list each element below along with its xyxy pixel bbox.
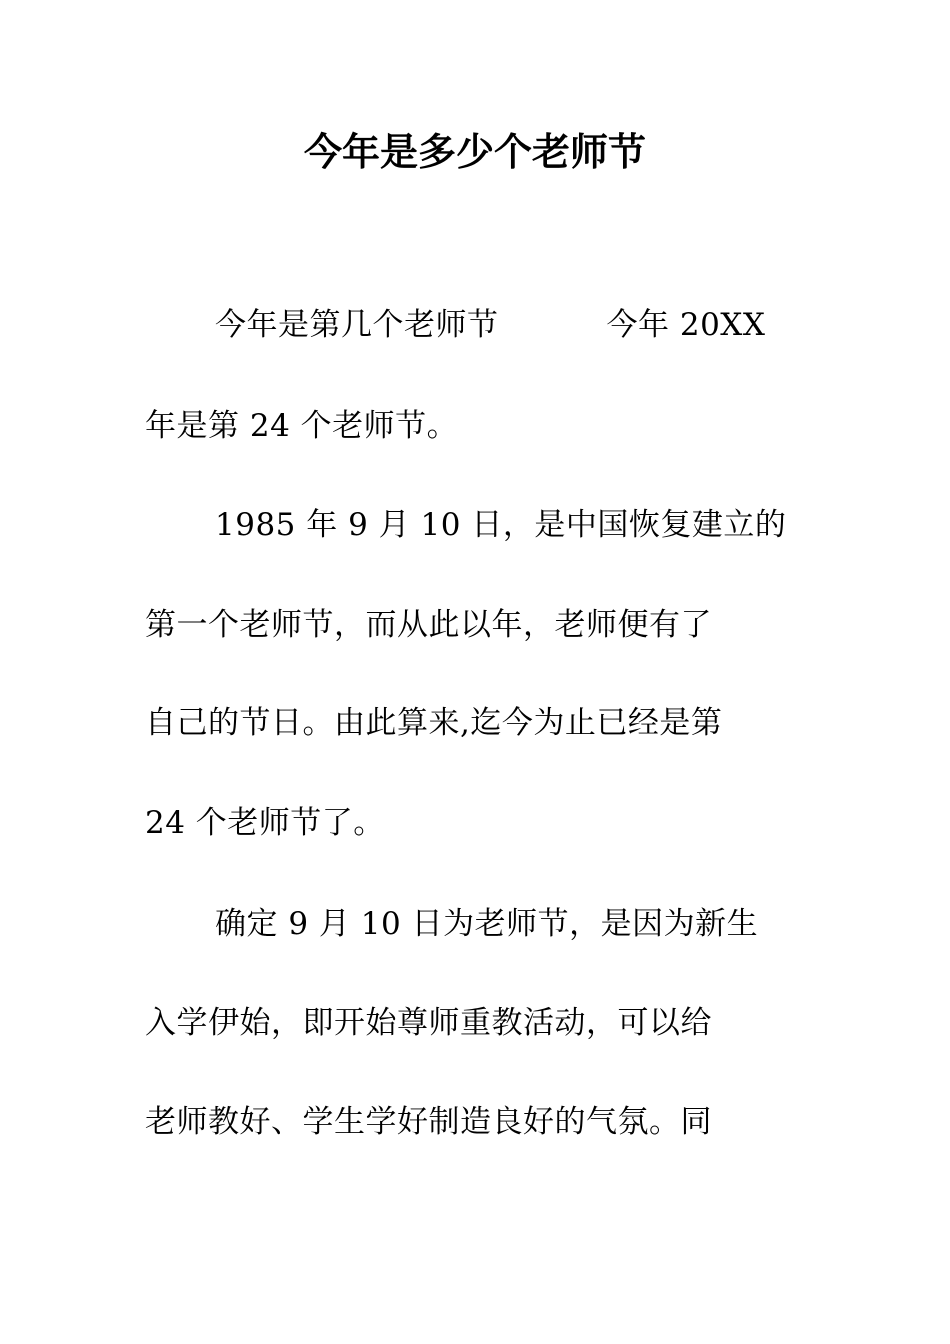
document-title: 今年是多少个老师节 [303,130,646,174]
paragraph-line-1 [215,300,805,350]
paragraph-line-1-right: 今年 20XX [606,307,766,343]
paragraph-line-2: 年是第 24 个老师节。 [145,408,459,444]
paragraph-line-5: 自己的节日。由此算来,迄今为止已经是第 [145,705,723,741]
paragraph-line-6: 24 个老师节了。 [145,805,385,841]
paragraph-line-8: 入学伊始，即开始尊师重教活动，可以给 [145,1005,712,1041]
paragraph-line-7: 确定 9 月 10 日为老师节，是因为新生 [215,906,759,942]
paragraph-line-9: 老师教好、学生学好制造良好的气氛。同 [145,1104,712,1140]
paragraph-line-3: 1985 年 9 月 10 日，是中国恢复建立的 [215,507,787,543]
paragraph-line-1-left: 今年是第几个老师节 [215,307,499,343]
paragraph-line-4: 第一个老师节，而从此以年，老师便有了 [145,607,712,643]
